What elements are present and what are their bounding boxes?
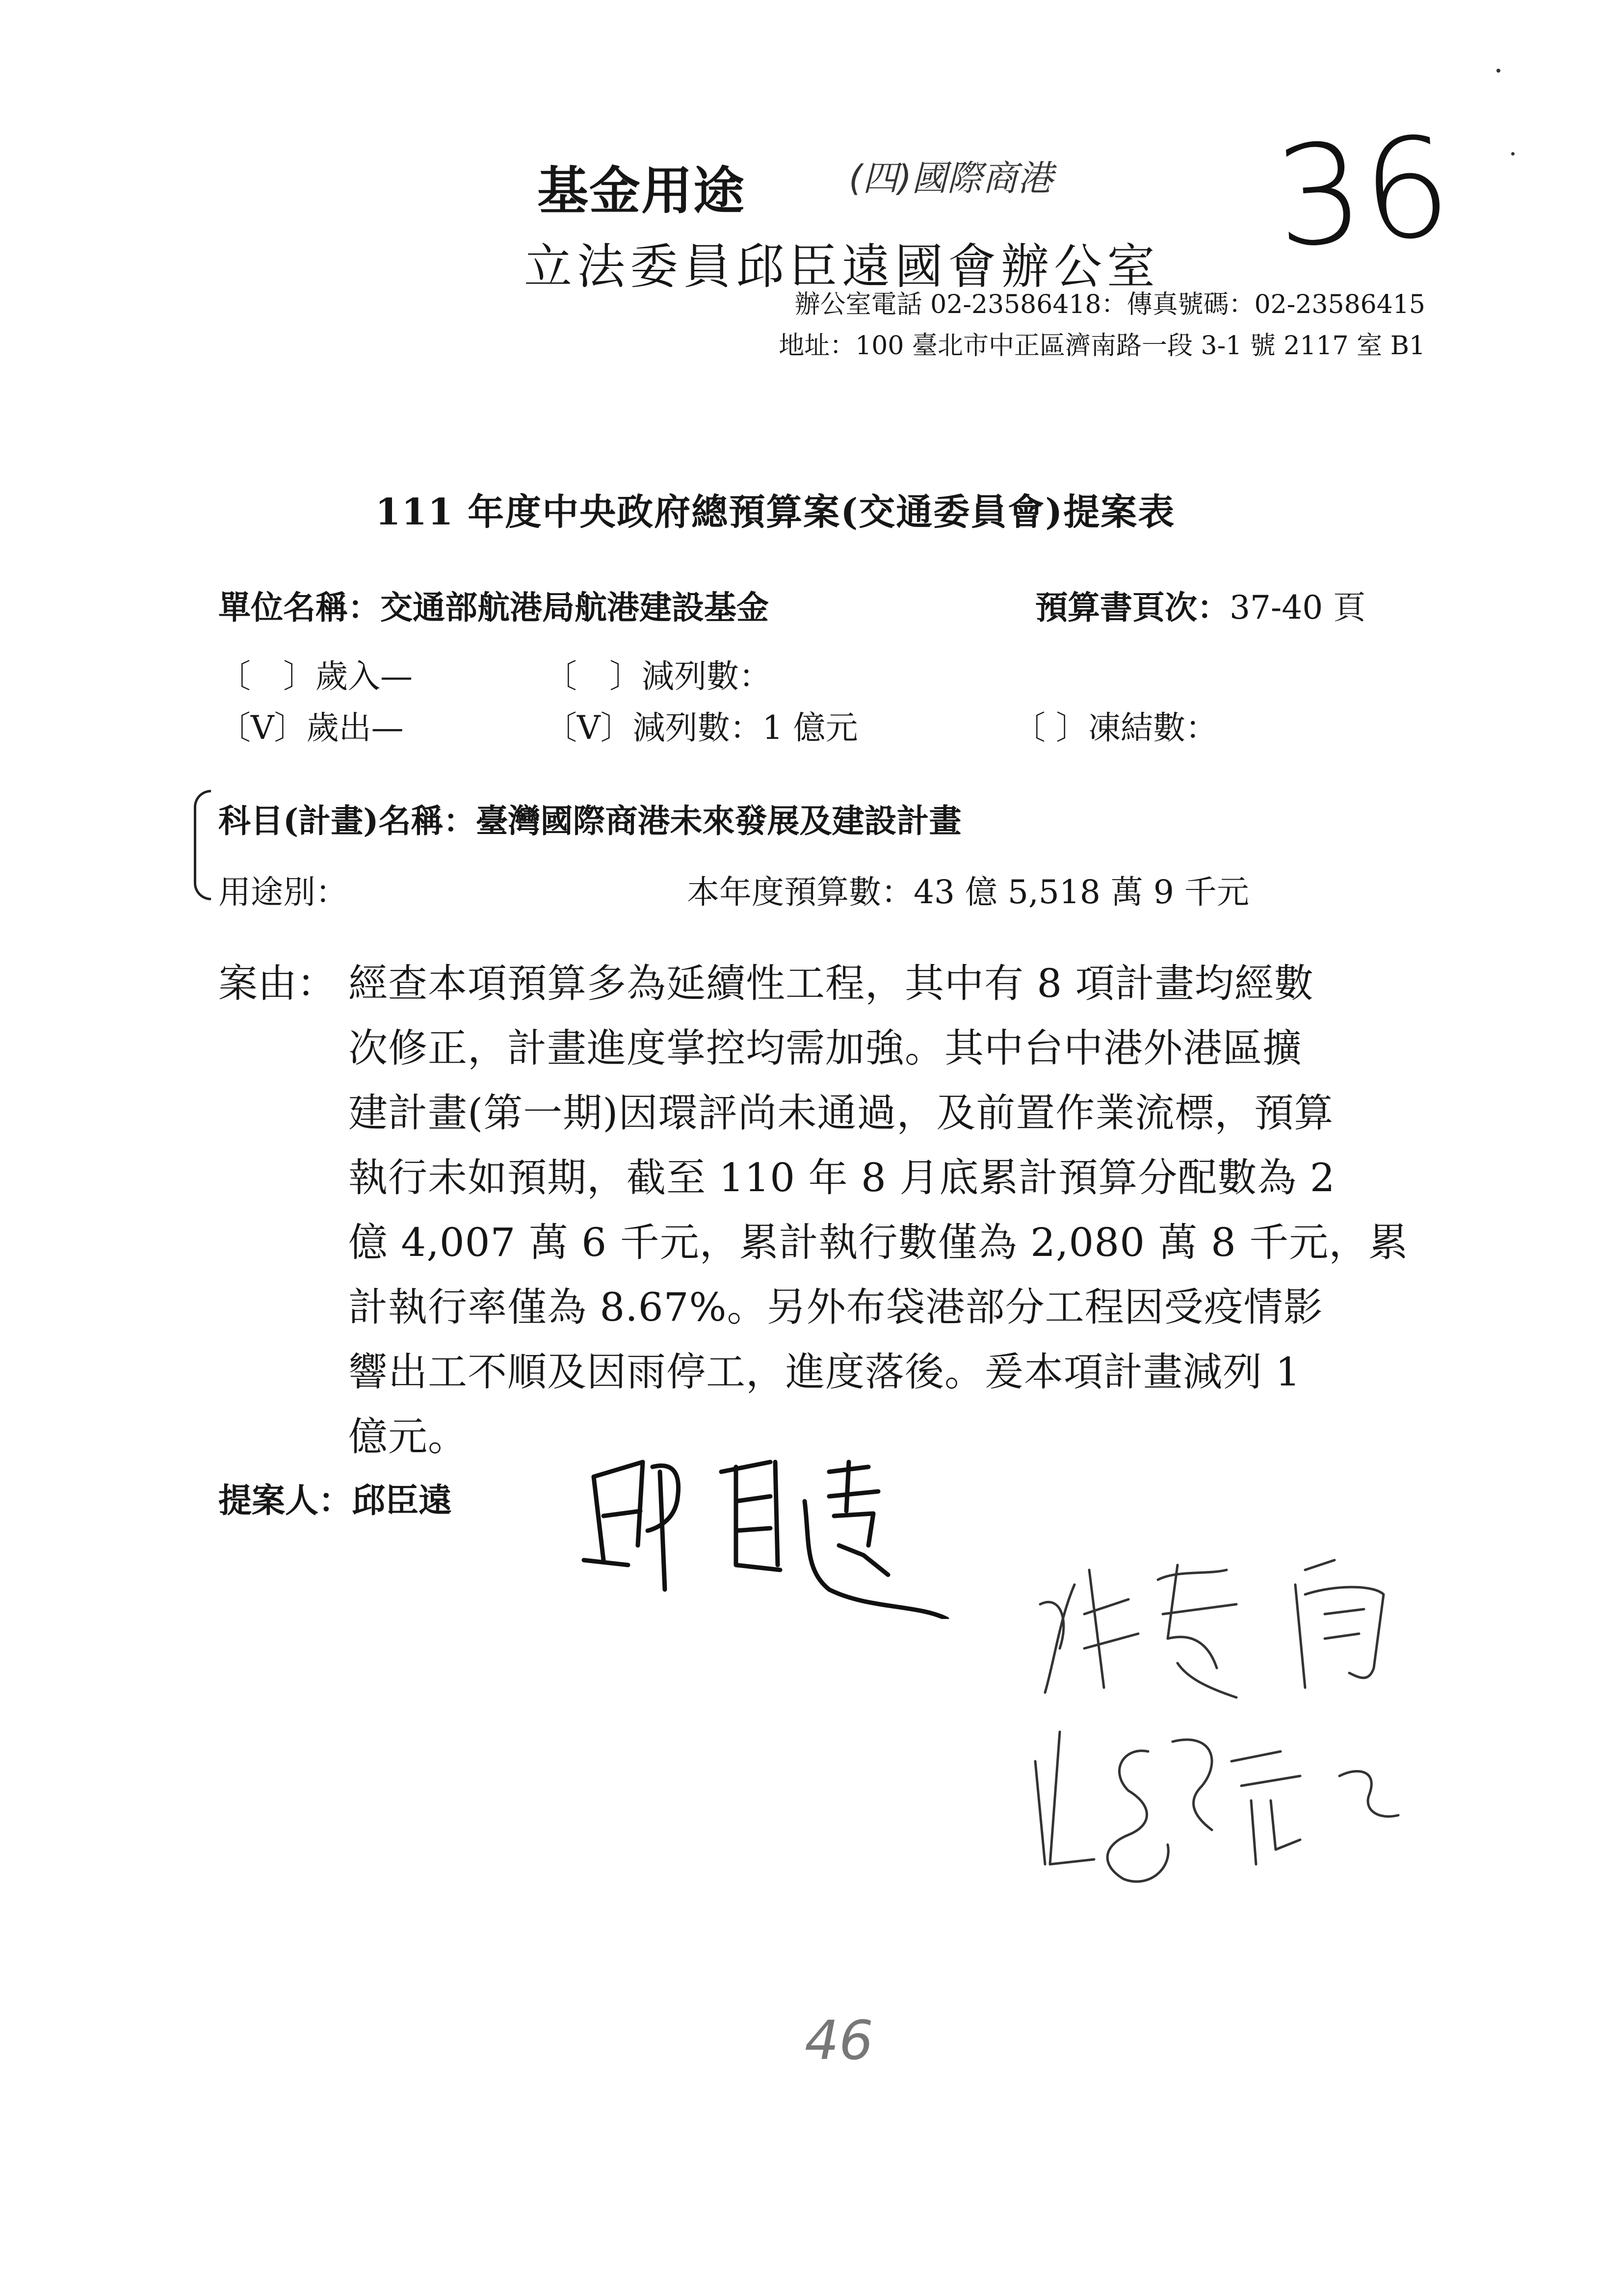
unit-row: [218, 581, 769, 628]
budget-amount: 本年度預算數：43 億 5,518 萬 9 千元: [687, 873, 1249, 911]
fund-use-heading: 基金用途: [537, 160, 746, 221]
page-number: 46: [805, 2009, 873, 2072]
handwritten-page-mark: 36: [1270, 106, 1456, 279]
budget-page-value: 37-40 頁: [1230, 589, 1366, 626]
scan-speck: [1511, 152, 1515, 156]
office-address: 地址：100 臺北市中正區濟南路一段 3-1 號 2117 室 B1: [779, 331, 1425, 361]
reason-line: 億元。: [348, 1414, 468, 1460]
option-expenditure-cut: 〔V〕減列數：1 億元: [545, 709, 858, 747]
budget-page-label: 預算書頁次：: [1035, 588, 1230, 626]
proposer: 提案人：邱臣遠: [218, 1481, 452, 1520]
unit-value: 交通部航港局航港建設基金: [380, 588, 769, 626]
reason-line: 次修正，計畫進度掌控均需加強。其中台中港外港區擴: [348, 1025, 1302, 1071]
reason-line: 執行未如預期，截至 110 年 8 月底累計預算分配數為 2: [348, 1155, 1336, 1200]
signature-main: [574, 1442, 957, 1619]
budget-page-row: [1035, 581, 1365, 628]
office-phone: 辦公室電話 02-23586418：傳真號碼：02-23586415: [794, 290, 1425, 319]
unit-label: 單位名稱：: [218, 588, 380, 626]
reason-line: 計執行率僅為 8.67%。另外布袋港部分工程因受疫情影: [348, 1284, 1323, 1330]
signature-third: [1025, 1702, 1418, 1908]
form-title: 111 年度中央政府總預算案(交通委員會)提案表: [375, 491, 1176, 533]
usage-label: 用途別：: [218, 873, 348, 911]
item-bracket: [194, 790, 211, 900]
signature-second: [1030, 1540, 1423, 1702]
office-name: 立法委員邱臣遠國會辦公室: [524, 239, 1160, 295]
item-name-row: [218, 795, 961, 841]
fund-use-annotation: (四)國際商港: [849, 157, 1053, 199]
reason-label: 案由：: [218, 961, 336, 1006]
reason-line: 建計畫(第一期)因環評尚未通過，及前置作業流標，預算: [348, 1090, 1334, 1136]
reason-line: 響出工不順及因雨停工，進度落後。爰本項計畫減列 1: [348, 1349, 1301, 1395]
option-expenditure: 〔V〕歲出—: [218, 709, 404, 747]
scan-speck: [1496, 69, 1500, 73]
reason-line: 經查本項預算多為延續性工程，其中有 8 項計畫均經數: [348, 961, 1314, 1006]
option-revenue-cut: 〔 〕減列數：: [545, 657, 771, 695]
option-freeze: 〔 〕凍結數：: [1013, 709, 1218, 747]
item-label: 科目(計畫)名稱：: [218, 802, 476, 840]
item-value: 臺灣國際商港未來發展及建設計畫: [475, 802, 962, 840]
option-revenue: 〔 〕歲入—: [218, 657, 413, 695]
reason-line: 億 4,007 萬 6 千元，累計執行數僅為 2,080 萬 8 千元，累: [348, 1220, 1409, 1265]
